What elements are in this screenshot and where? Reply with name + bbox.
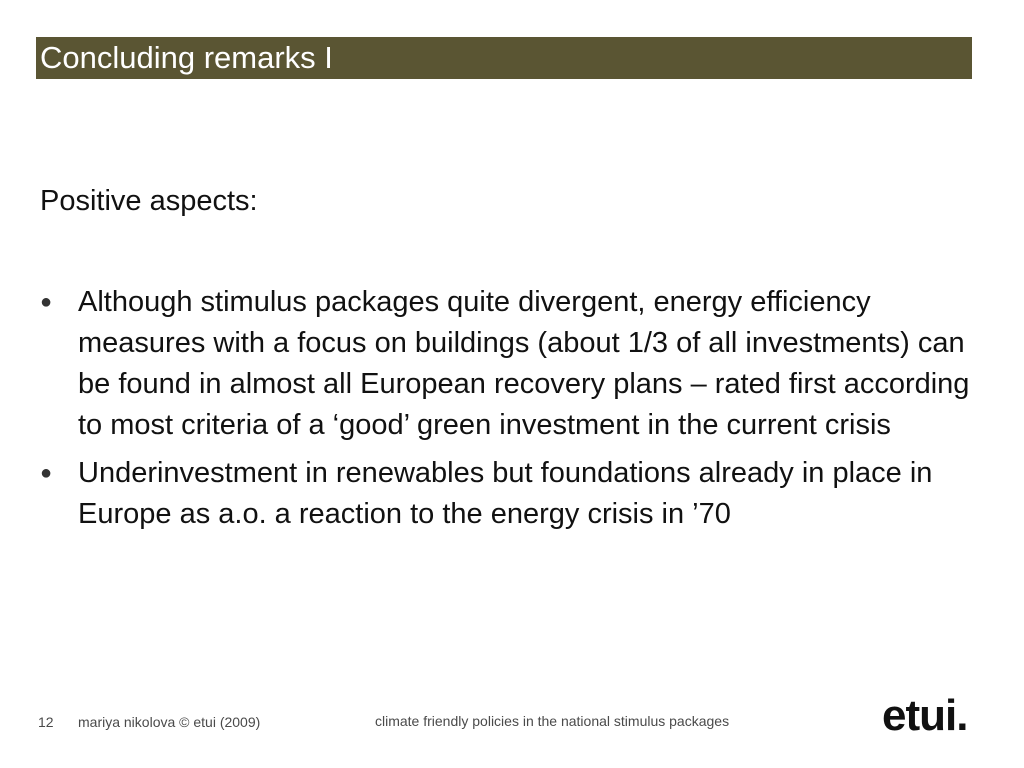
bullet-text: Although stimulus packages quite divergent, energy efficiency measures with a focus on buildings (about 1/3 of all investments) can be found in almost all European recovery plans – rated first according to most criteria of a ‘good’ green investment in the current crisis bbox=[78, 286, 970, 441]
bullet-marker: ● bbox=[40, 462, 53, 484]
bullet-marker: ● bbox=[40, 291, 53, 313]
footer-author: mariya nikolova © etui (2009) bbox=[78, 714, 261, 730]
bullet-item bbox=[40, 453, 975, 535]
bullet-text: Underinvestment in renewables but foundations already in place in Europe as a.o. a reaction to the energy crisis in ’70 bbox=[78, 457, 933, 530]
footer-topic: climate friendly policies in the national stimulus packages bbox=[375, 713, 730, 729]
svg-text:etui.: etui. bbox=[882, 694, 968, 738]
page-number: 12 bbox=[38, 714, 54, 730]
section-subheading: Positive aspects: bbox=[40, 185, 258, 217]
slide-title: Concluding remarks I bbox=[40, 40, 333, 75]
etui-logo bbox=[880, 694, 990, 738]
slide-title-bar bbox=[36, 37, 972, 79]
bullet-list bbox=[40, 282, 975, 542]
bullet-item bbox=[40, 282, 975, 446]
